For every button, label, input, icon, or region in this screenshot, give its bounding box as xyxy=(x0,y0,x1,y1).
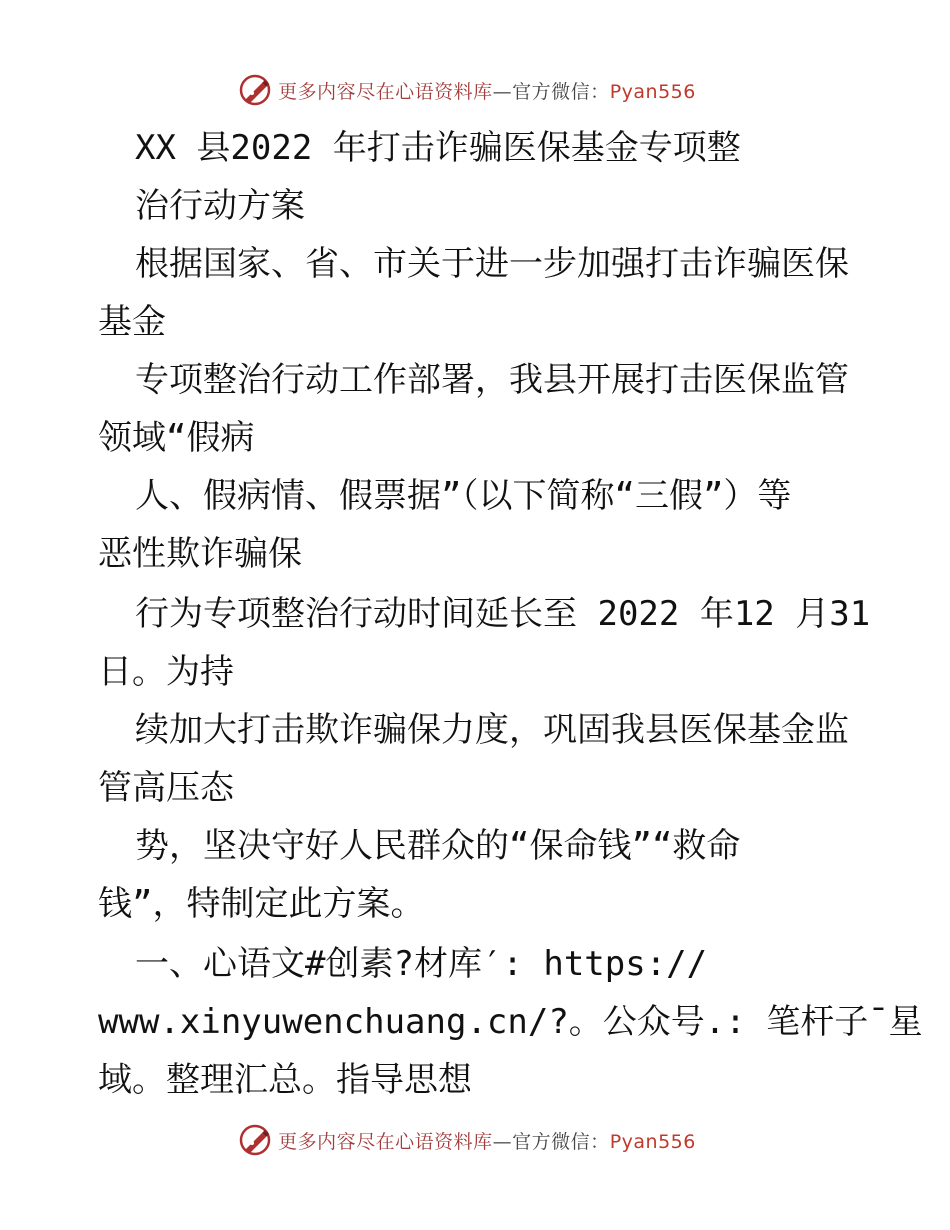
header-separator: — xyxy=(492,80,513,103)
doc-line: 钱”，特制定此方案。 xyxy=(98,884,425,924)
doc-line: 基金 xyxy=(98,302,166,342)
footer-wechat-id: Pyan556 xyxy=(609,1130,696,1153)
doc-line: 恶性欺诈骗保 xyxy=(98,534,302,574)
doc-line: 根据国家、省、市关于进一步加强打击诈骗医保 xyxy=(135,244,849,284)
footer-official-label: 官方微信： xyxy=(512,1130,610,1153)
doc-line: 日。为持 xyxy=(98,652,234,692)
doc-line: 领域“假病 xyxy=(98,418,255,458)
footer-banner xyxy=(0,1120,950,1160)
header-wechat-id: Pyan556 xyxy=(609,80,696,103)
header-official-label: 官方微信： xyxy=(512,80,610,103)
doc-line-title-2: 治行动方案 xyxy=(135,186,305,226)
footer-banner-content xyxy=(238,1123,696,1157)
footer-brand: 更多内容尽在心语资料库 xyxy=(278,1130,493,1153)
doc-line: 管高压态 xyxy=(98,768,234,808)
doc-line: 续加大打击欺诈骗保力度，巩固我县医保基金监 xyxy=(135,710,849,750)
doc-line-title-1: XX 县2022 年打击诈骗医保基金专项整 xyxy=(135,128,741,168)
doc-line: 人、假病情、假票据”（以下简称“三假”）等 xyxy=(135,476,792,516)
doc-line: 行为专项整治行动时间延长至 2022 年12 月31 xyxy=(135,594,871,634)
footer-separator: — xyxy=(492,1130,513,1153)
header-brand: 更多内容尽在心语资料库 xyxy=(278,80,493,103)
footer-banner-text xyxy=(278,1127,696,1154)
doc-line-section-1: 一、心语文#创素?材库′: https:// xyxy=(135,944,708,984)
doc-line: 域。整理汇总。指导思想 xyxy=(98,1060,472,1100)
doc-line: 势，坚决守好人民群众的“保命钱”“救命 xyxy=(135,826,741,866)
doc-line: 专项整治行动工作部署，我县开展打击医保监管 xyxy=(135,360,849,400)
pen-logo-icon xyxy=(238,1123,272,1157)
doc-line: www.xinyuwenchuang.cn/?。公众号.: 笔杆子¯星 xyxy=(98,1002,923,1042)
